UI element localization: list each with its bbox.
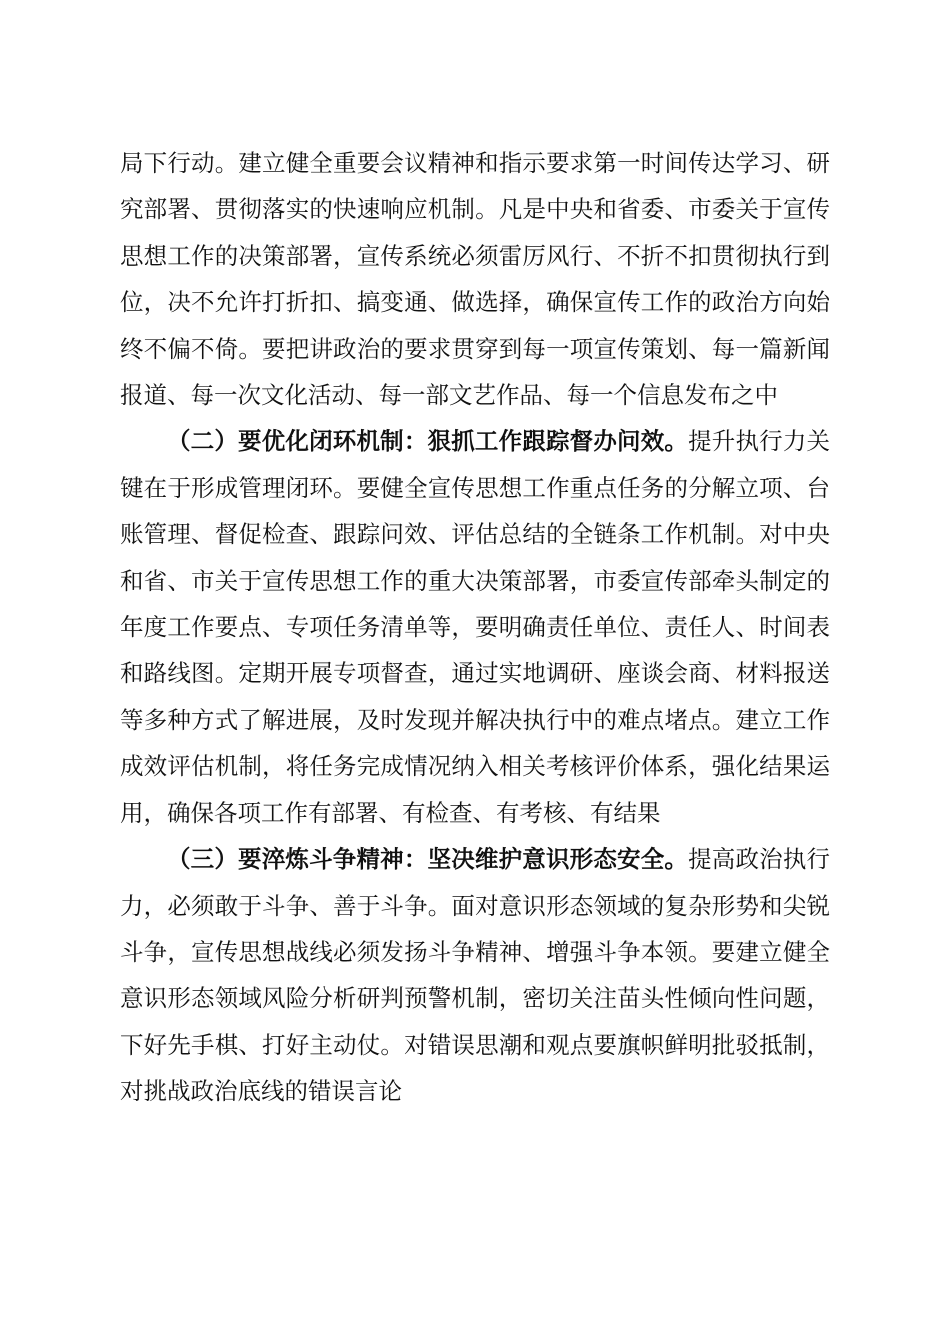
paragraph-2-body: 提升执行力关键在于形成管理闭环。要健全宣传思想工作重点任务的分解立项、台账管理、督促检查、跟踪问效、评估总结的全链条工作机制。对中央和省、市关于宣传思想工作的重大决策部署，市委宣传部牵头制定的年度工作要点、专项任务清单等，要明确责任单位、责任人、时间表和路线图。定期开展专项督查，通过实地调研、座谈会商、材料报送等多种方式了解进展，及时发现并解决执行中的难点堵点。建立工作成效评估机制，将任务完成情况纳入相关考核评价体系，强化结果运用，确保各项工作有部署、有检查、有考核、有结果 bbox=[120, 427, 831, 827]
section-heading-2: （二）要优化闭环机制：狠抓工作跟踪督办问效。 bbox=[167, 427, 689, 456]
paragraph-2 bbox=[120, 418, 830, 836]
paragraph-1 bbox=[120, 140, 830, 418]
paragraph-1-body: 局下行动。建立健全重要会议精神和指示要求第一时间传达学习、研究部署、贯彻落实的快速响应机制。凡是中央和省委、市委关于宣传思想工作的决策部署，宣传系统必须雷厉风行、不折不扣贯彻执行到位，决不允许打折扣、搞变通、做选择，确保宣传工作的政治方向始终不偏不倚。要把讲政治的要求贯穿到每一项宣传策划、每一篇新闻报道、每一次文化活动、每一部文艺作品、每一个信息发布之中 bbox=[120, 149, 830, 410]
paragraph-3-body: 提高政治执行力，必须敢于斗争、善于斗争。面对意识形态领域的复杂形势和尖锐斗争，宣传思想战线必须发扬斗争精神、增强斗争本领。要建立健全意识形态领域风险分析研判预警机制，密切关注苗头性倾向性问题，下好先手棋、打好主动仗。对错误思潮和观点要旗帜鲜明批驳抵制，对挑战政治底线的错误言论 bbox=[120, 845, 831, 1106]
document-body bbox=[120, 140, 830, 1115]
paragraph-3 bbox=[120, 836, 830, 1114]
section-heading-3: （三）要淬炼斗争精神：坚决维护意识形态安全。 bbox=[167, 845, 689, 874]
